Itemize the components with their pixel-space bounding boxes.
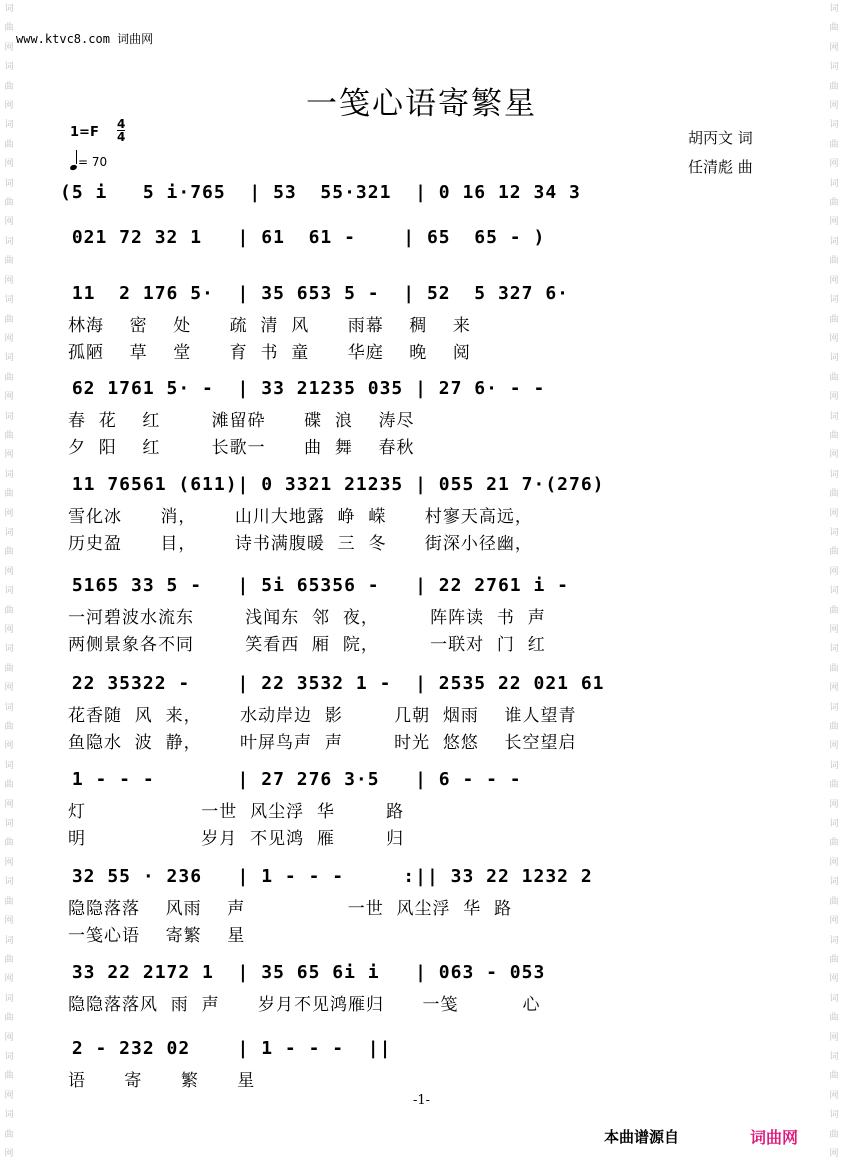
watermark-char: 网 <box>829 625 839 635</box>
notation-line: 5165 33 5 - | 5i 65356 - | 22 2761 i - <box>60 575 569 596</box>
watermark-char: 曲 <box>4 314 14 325</box>
watermark-char: 词 <box>4 1051 14 1062</box>
notation-line: 32 55 · 236 | 1 - - - :|| 33 22 1232 2 <box>60 866 593 887</box>
watermark-char: 词 <box>829 877 839 888</box>
lyric-line: 两侧景象各不同 笑看西 厢 院， 一联对 门 红 <box>68 635 546 655</box>
watermark-char: 词 <box>4 236 14 247</box>
watermark-char: 网 <box>4 450 14 461</box>
watermark-char: 网 <box>4 741 14 752</box>
watermark-char: 曲 <box>4 489 14 500</box>
watermark-char: 曲 <box>829 896 839 907</box>
lyric-line: 雪化冰 消， 山川大地露 峥 嵘 村寥天高远， <box>68 507 533 527</box>
watermark-char: 曲 <box>4 663 14 674</box>
lyric-line: 林海 密 处 疏 清 风 雨幕 稠 来 <box>68 316 471 336</box>
quarter-note-icon <box>69 164 77 171</box>
watermark-char: 网 <box>829 392 839 403</box>
watermark-char: 网 <box>829 1148 839 1159</box>
watermark-char: 曲 <box>829 547 839 558</box>
watermark-char: 网 <box>829 450 839 461</box>
lyric-line: 孤陋 草 堂 育 书 童 华庭 晚 阅 <box>68 343 471 363</box>
watermark-char: 曲 <box>829 256 839 267</box>
watermark-char: 曲 <box>4 838 14 849</box>
watermark-char: 网 <box>829 275 839 286</box>
watermark-char: 词 <box>4 62 14 73</box>
watermark-char: 曲 <box>829 954 839 965</box>
watermark-char: 曲 <box>829 81 839 92</box>
lyric-line: 明 岁月 不见鸿 雁 归 <box>68 829 405 849</box>
watermark-char: 网 <box>829 566 839 577</box>
watermark-char: 词 <box>829 993 839 1004</box>
watermark-char: 曲 <box>829 23 839 34</box>
watermark-char: 曲 <box>829 1071 839 1082</box>
watermark-char: 网 <box>4 566 14 577</box>
watermark-char: 曲 <box>4 198 14 209</box>
watermark-char: 曲 <box>829 838 839 849</box>
meter-bottom: 4 <box>117 130 126 144</box>
watermark-char: 词 <box>829 62 839 73</box>
watermark-char: 曲 <box>829 722 839 733</box>
watermark-char: 网 <box>4 508 14 519</box>
watermark-char: 词 <box>829 469 839 480</box>
watermark-char: 曲 <box>829 314 839 325</box>
lyric-line: 一笺心语 寄繁 星 <box>68 926 246 946</box>
composer-credit: 任清彪 曲 <box>688 158 753 176</box>
site-header[interactable]: www.ktvc8.com 词曲网 <box>16 32 154 46</box>
watermark-char: 曲 <box>829 139 839 150</box>
watermark-char: 曲 <box>4 372 14 383</box>
watermark-char: 曲 <box>4 547 14 558</box>
watermark-char: 曲 <box>829 430 839 441</box>
lyric-line: 隐隐落落风 雨 声 岁月不见鸿雁归 一笺 心 <box>68 995 541 1015</box>
notation-line: 11 76561 (611)| 0 3321 21235 | 055 21 7·(276) <box>60 474 605 495</box>
watermark-char: 网 <box>829 1090 839 1101</box>
footer-site-logo[interactable]: 词曲网 <box>750 1128 799 1147</box>
watermark-char: 词 <box>4 178 14 189</box>
lyric-line: 鱼隐水 波 静， 叶屏鸟声 声 时光 悠悠 长空望启 <box>68 733 577 753</box>
notation-line: 1 - - - | 27 276 3·5 | 6 - - - <box>60 769 522 790</box>
watermark-char: 曲 <box>4 256 14 267</box>
lyric-line: 隐隐落落 风雨 声 一世 风尘浮 华 路 <box>68 899 513 919</box>
note-stem <box>76 150 77 164</box>
watermark-char: 网 <box>4 857 14 868</box>
notation-line: 11 2 176 5· | 35 653 5 - | 52 5 327 6· <box>60 283 569 304</box>
watermark-char: 词 <box>4 353 14 364</box>
watermark-char: 网 <box>829 42 839 53</box>
watermark-char: 网 <box>4 1090 14 1101</box>
watermark-char: 词 <box>4 1110 14 1121</box>
watermark-char: 网 <box>4 625 14 635</box>
watermark-left <box>2 0 16 1172</box>
watermark-char: 网 <box>4 974 14 985</box>
watermark-char: 词 <box>4 702 14 713</box>
watermark-char: 词 <box>4 411 14 422</box>
lyric-line: 语 寄 繁 星 <box>68 1071 256 1091</box>
lyric-line: 灯 一世 风尘浮 华 路 <box>68 802 405 822</box>
watermark-char: 词 <box>4 819 14 830</box>
watermark-char: 网 <box>4 1032 14 1043</box>
tempo-value: = 70 <box>78 155 108 169</box>
watermark-char: 词 <box>829 178 839 189</box>
time-signature <box>117 118 125 143</box>
watermark-char: 词 <box>4 527 14 538</box>
watermark-char: 网 <box>829 857 839 868</box>
watermark-char: 曲 <box>4 139 14 150</box>
watermark-char: 词 <box>829 4 839 14</box>
watermark-char: 网 <box>829 974 839 985</box>
watermark-char: 网 <box>829 333 839 344</box>
watermark-char: 词 <box>829 120 839 131</box>
watermark-char: 词 <box>4 586 14 597</box>
watermark-char: 网 <box>4 101 14 112</box>
watermark-char: 网 <box>4 42 14 53</box>
watermark-char: 词 <box>829 527 839 538</box>
watermark-char: 曲 <box>4 1071 14 1082</box>
watermark-char: 曲 <box>4 605 14 616</box>
watermark-char: 词 <box>4 644 14 655</box>
watermark-char: 曲 <box>4 896 14 907</box>
watermark-char: 词 <box>4 935 14 946</box>
watermark-char: 词 <box>829 295 839 306</box>
lyric-line: 夕 阳 红 长歌一 曲 舞 春秋 <box>68 438 415 458</box>
watermark-right <box>827 0 841 1172</box>
watermark-char: 网 <box>4 275 14 286</box>
watermark-char: 词 <box>829 935 839 946</box>
watermark-char: 词 <box>4 877 14 888</box>
notation-line: 22 35322 - | 22 3532 1 - | 2535 22 021 61 <box>60 673 605 694</box>
watermark-char: 网 <box>4 159 14 170</box>
notation-line: (5 i 5 i·765 | 53 55·321 | 0 16 12 34 3 <box>60 182 581 203</box>
lyric-line: 花香随 风 来， 水动岸边 影 几朝 烟雨 谁人望青 <box>68 706 577 726</box>
watermark-char: 网 <box>4 683 14 694</box>
meter-top: 4 <box>117 117 126 131</box>
watermark-char: 网 <box>829 683 839 694</box>
notation-line: 2 - 232 02 | 1 - - - || <box>60 1038 392 1059</box>
watermark-char: 曲 <box>4 1013 14 1024</box>
watermark-char: 词 <box>829 760 839 771</box>
watermark-char: 网 <box>4 333 14 344</box>
watermark-char: 曲 <box>4 1129 14 1140</box>
watermark-char: 曲 <box>829 1013 839 1024</box>
notation-line: 021 72 32 1 | 61 61 - | 65 65 - ) <box>60 227 546 248</box>
watermark-char: 曲 <box>829 198 839 209</box>
watermark-char: 词 <box>829 1051 839 1062</box>
watermark-char: 词 <box>4 993 14 1004</box>
lyric-line: 历史盈 目， 诗书满腹暖 三 冬 街深小径幽， <box>68 534 533 554</box>
watermark-char: 网 <box>4 1148 14 1159</box>
watermark-char: 词 <box>829 702 839 713</box>
watermark-char: 曲 <box>829 663 839 674</box>
watermark-char: 网 <box>4 392 14 403</box>
watermark-char: 词 <box>829 236 839 247</box>
watermark-char: 网 <box>829 799 839 810</box>
watermark-char: 网 <box>4 217 14 228</box>
lyric-line: 一河碧波水流东 浅闻东 邻 夜， 阵阵读 书 声 <box>68 608 546 628</box>
watermark-char: 曲 <box>829 605 839 616</box>
watermark-char: 词 <box>4 295 14 306</box>
watermark-char: 曲 <box>4 780 14 791</box>
watermark-char: 网 <box>4 799 14 810</box>
watermark-char: 词 <box>829 1110 839 1121</box>
watermark-char: 词 <box>4 4 14 14</box>
watermark-char: 网 <box>829 916 839 927</box>
footer-source-label: 本曲谱源自 <box>604 1128 680 1146</box>
tempo-mark <box>70 152 107 169</box>
watermark-char: 曲 <box>4 722 14 733</box>
lyricist-credit: 胡丙文 词 <box>688 129 753 147</box>
watermark-char: 曲 <box>829 489 839 500</box>
watermark-char: 网 <box>829 217 839 228</box>
watermark-char: 词 <box>4 760 14 771</box>
watermark-char: 网 <box>829 159 839 170</box>
watermark-char: 词 <box>4 469 14 480</box>
watermark-char: 词 <box>829 353 839 364</box>
watermark-char: 词 <box>829 411 839 422</box>
watermark-char: 网 <box>4 916 14 927</box>
key-signature: 1=F <box>70 125 99 140</box>
score-title: 一笺心语寄繁星 <box>306 86 537 122</box>
watermark-char: 曲 <box>4 23 14 34</box>
watermark-char: 词 <box>4 120 14 131</box>
watermark-char: 网 <box>829 508 839 519</box>
watermark-char: 曲 <box>4 954 14 965</box>
watermark-char: 网 <box>829 1032 839 1043</box>
watermark-char: 曲 <box>829 372 839 383</box>
notation-line: 62 1761 5· - | 33 21235 035 | 27 6· - - <box>60 378 546 399</box>
watermark-char: 曲 <box>829 780 839 791</box>
watermark-char: 词 <box>829 644 839 655</box>
watermark-char: 词 <box>829 819 839 830</box>
watermark-char: 网 <box>829 741 839 752</box>
watermark-char: 网 <box>829 101 839 112</box>
watermark-char: 曲 <box>4 430 14 441</box>
watermark-char: 曲 <box>4 81 14 92</box>
page-number: -1- <box>412 1093 431 1108</box>
lyric-line: 春 花 红 滩留砕 碟 浪 涛尽 <box>68 411 415 431</box>
notation-line: 33 22 2172 1 | 35 65 6i i | 063 - 053 <box>60 962 546 983</box>
watermark-char: 曲 <box>829 1129 839 1140</box>
watermark-char: 词 <box>829 586 839 597</box>
